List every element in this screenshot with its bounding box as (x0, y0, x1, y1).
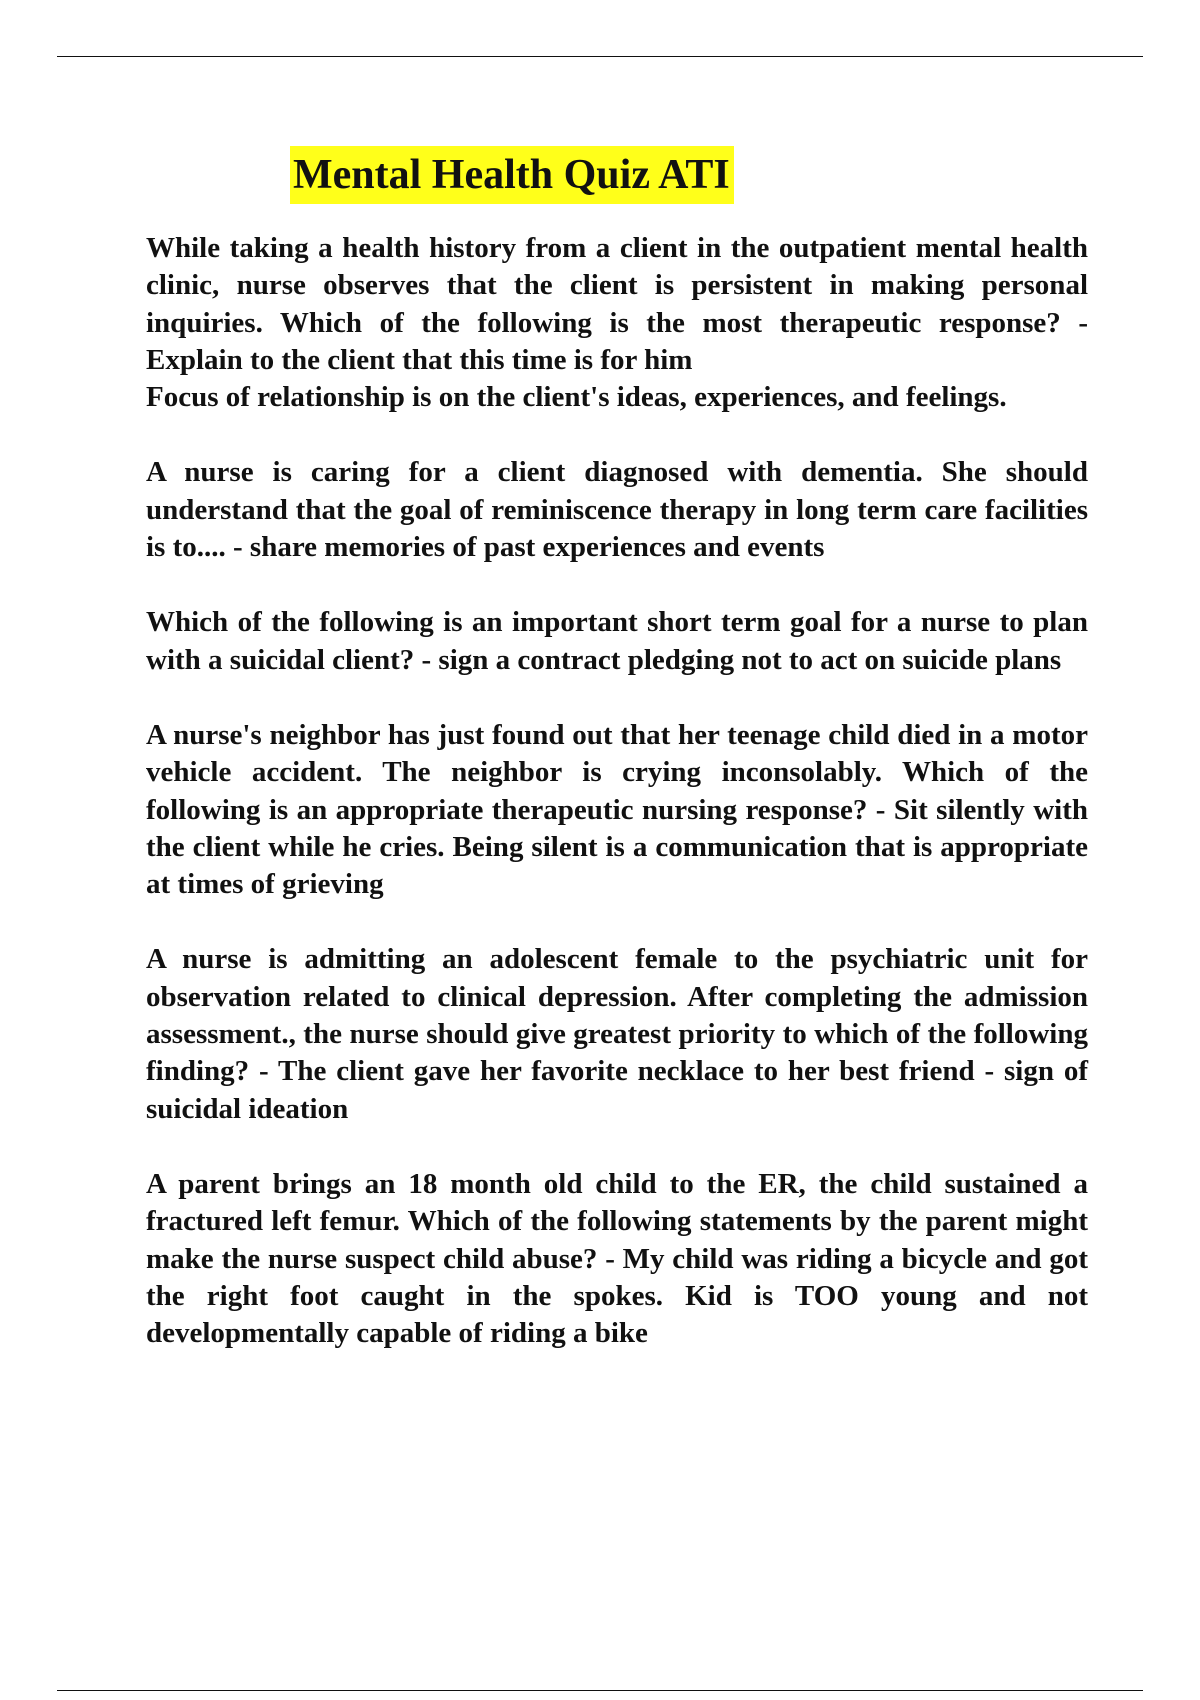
bottom-rule (57, 1690, 1143, 1691)
qa-entry-2 (146, 454, 1088, 566)
qa-entry-5 (146, 941, 1088, 1127)
qa-text: A parent brings an 18 month old child to the ER, the child sustained a fractured left femur. Which of the following statements by the parent might make the nurse suspect child abuse? - My child was riding a bicycle and got the right foot caught in the spokes. Kid is TOO young and not developmentally capable of riding a bike (146, 1167, 1088, 1350)
top-rule (57, 56, 1143, 57)
qa-text: While taking a health history from a client in the outpatient mental health clinic, nurse observes that the client is persistent in making personal inquiries. Which of the following is the most therapeutic response? - Explain to the client that this time is for him (146, 232, 1088, 376)
qa-text: Which of the following is an important short term goal for a nurse to plan with a suicidal client? - sign a contract pledging not to act on suicide plans (146, 606, 1088, 676)
page-title: Mental Health Quiz ATI (290, 146, 734, 204)
qa-text: A nurse is caring for a client diagnosed with dementia. She should understand that the goal of reminiscence therapy in long term care facilities is to.... - share memories of past experiences and events (146, 456, 1088, 564)
qa-text: A nurse's neighbor has just found out that her teenage child died in a motor vehicle accident. The neighbor is crying inconsolably. Which of the following is an appropriate therapeutic nursing response? - Sit silently with the client while he cries. Being silent is a communication that is appropriate at times of grieving (146, 718, 1088, 901)
qa-entry-4 (146, 717, 1088, 903)
document-body (146, 230, 1088, 1390)
qa-entry-6 (146, 1166, 1088, 1352)
qa-extra: Focus of relationship is on the client's ideas, experiences, and feelings. (146, 381, 1007, 414)
qa-text: A nurse is admitting an adolescent female to the psychiatric unit for observation related to clinical depression. After completing the admission assessment., the nurse should give greatest priority to which of the following finding? - The client gave her favorite necklace to her best friend - sign of suicidal ideation (146, 943, 1088, 1125)
qa-entry-1 (146, 230, 1088, 416)
title-block (290, 146, 734, 204)
qa-entry-3 (146, 604, 1088, 679)
